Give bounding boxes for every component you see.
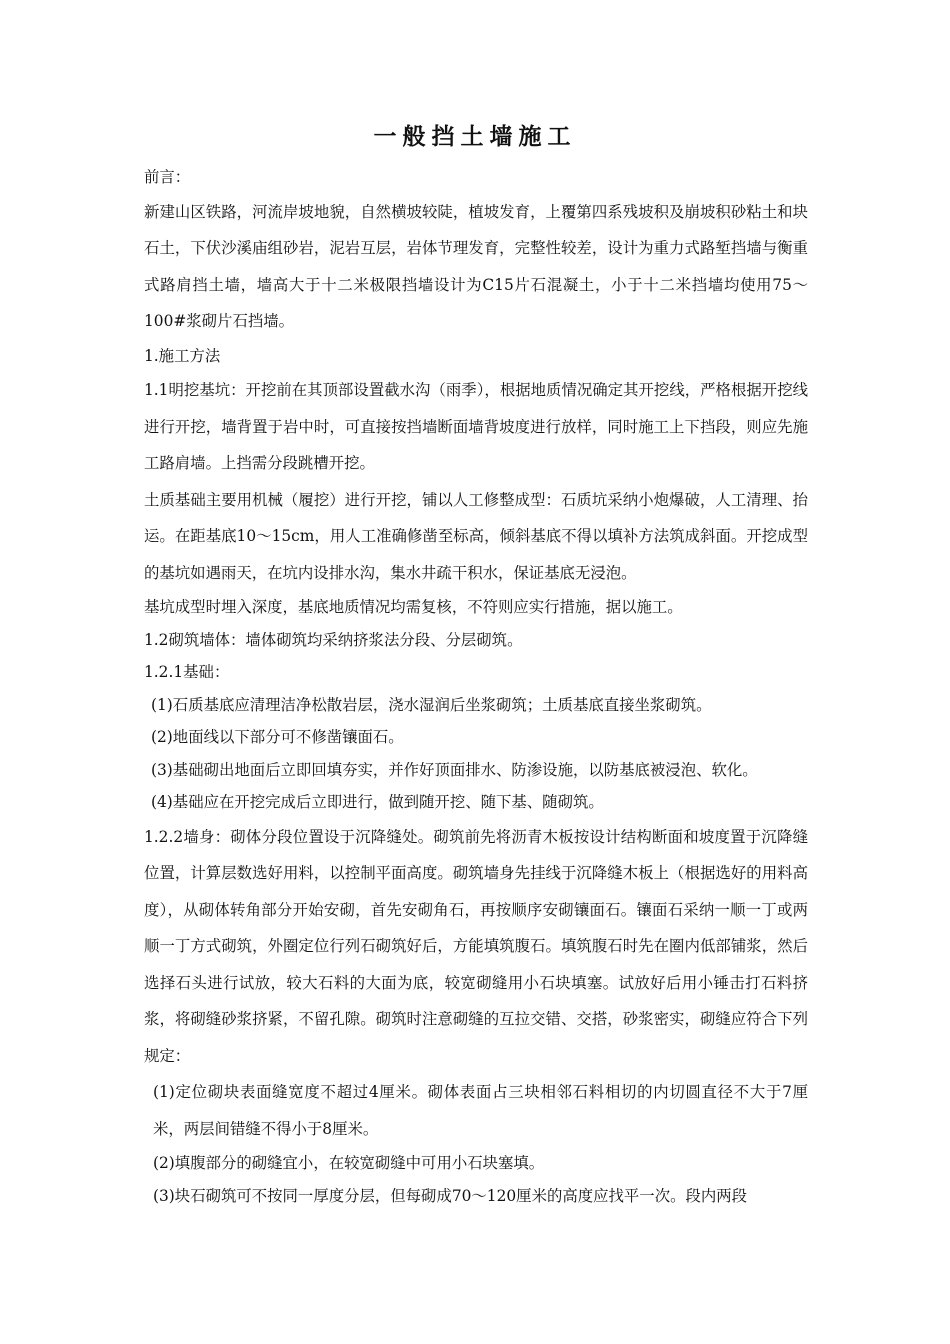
document-body — [144, 161, 808, 1212]
masonry-rule-3: (3)块石砌筑可不按同一厚度分层，但每砌成70～120厘米的高度应找平一次。段内两段 — [153, 1186, 748, 1205]
preface-heading: 前言： — [144, 168, 191, 186]
paragraph-1-1: 1.1明挖基坑：开挖前在其顶部设置截水沟（雨季），根据地质情况确定其开挖线，严格根据开挖线进行开挖，墙背置于岩中时，可直接按挡墙断面墙背坡度进行放样，同时施工上下挡段，则应先施工路肩墙。上挡需分段跳槽开挖。 — [144, 381, 808, 472]
paragraph-1-2-2: 1.2.2墙身：砌体分段位置设于沉降缝处。砌筑前先将沥青木板按设计结构断面和坡度置于沉降缝位置，计算层数选好用料，以控制平面高度。砌筑墙身先挂线于沉降缝木板上（根据选好的用料高度），从砌体转角部分开始安砌，首先安砌角石，再按顺序安砌镶面石。镶面石采纳一顺一丁或两顺一丁方式砌筑，外圈定位行列石砌筑好后，方能填筑腹石。填筑腹石时先在圈内低部铺浆，然后选择石头进行试放，较大石料的大面为底，较宽砌缝用小石块填塞。试放好后用小锤击打石料挤浆，将砌缝砂浆挤紧，不留孔隙。砌筑时注意砌缝的互拉交错、交搭，砂浆密实，砌缝应符合下列规定： — [144, 827, 808, 1065]
foundation-item-3: (3)基础砌出地面后立即回填夯实，并作好顶面排水、防渗设施，以防基底被浸泡、软化。 — [151, 760, 758, 779]
subsection-heading-1-2-1: 1.2.1基础： — [144, 663, 230, 681]
section-heading: 1.施工方法 — [144, 346, 221, 365]
foundation-item-1: (1)石质基底应清理洁净松散岩层，浇水湿润后坐浆砌筑；土质基底直接坐浆砌筑。 — [151, 695, 712, 714]
paragraph-pit-depth: 基坑成型时埋入深度，基底地质情况均需复核，不符则应实行措施，据以施工。 — [144, 598, 683, 616]
foundation-item-2: (2)地面线以下部分可不修凿镶面石。 — [151, 728, 404, 746]
page-title: 一般挡土墙施工 — [373, 123, 577, 150]
masonry-rule-2: (2)填腹部分的砌缝宜小，在较宽砌缝中可用小石块塞填。 — [153, 1154, 545, 1172]
masonry-rule-1: (1)定位砌块表面缝宽度不超过4厘米。砌体表面占三块相邻石料相切的内切圆直径不大于7厘米，两层间错缝不得小于8厘米。 — [153, 1083, 808, 1138]
foundation-item-4: (4)基础应在开挖完成后立即进行，做到随开挖、随下基、随砌筑。 — [151, 793, 604, 811]
paragraph-1-2: 1.2砌筑墙体：墙体砌筑均采纳挤浆法分段、分层砌筑。 — [144, 630, 523, 649]
preface-paragraph: 新建山区铁路，河流岸坡地貌，自然横坡较陡，植坡发育，上覆第四系残坡积及崩坡积砂粘土和块石土，下伏沙溪庙组砂岩，泥岩互层，岩体节理发育，完整性较差，设计为重力式路堑挡墙与衡重式路肩挡土墙，墙高大于十二米极限挡墙设计为C15片石混凝土，小于十二米挡墙均使用75～100#浆砌片石挡墙。 — [144, 202, 808, 330]
paragraph-soil-foundation: 土质基础主要用机械（履挖）进行开挖，铺以人工修整成型：石质坑采纳小炮爆破，人工清理、抬运。在距基底10～15cm，用人工准确修凿至标高，倾斜基底不得以填补方法筑成斜面。开挖成型的基坑如遇雨天，在坑内设排水沟，集水井疏干积水，保证基底无浸泡。 — [144, 490, 808, 582]
